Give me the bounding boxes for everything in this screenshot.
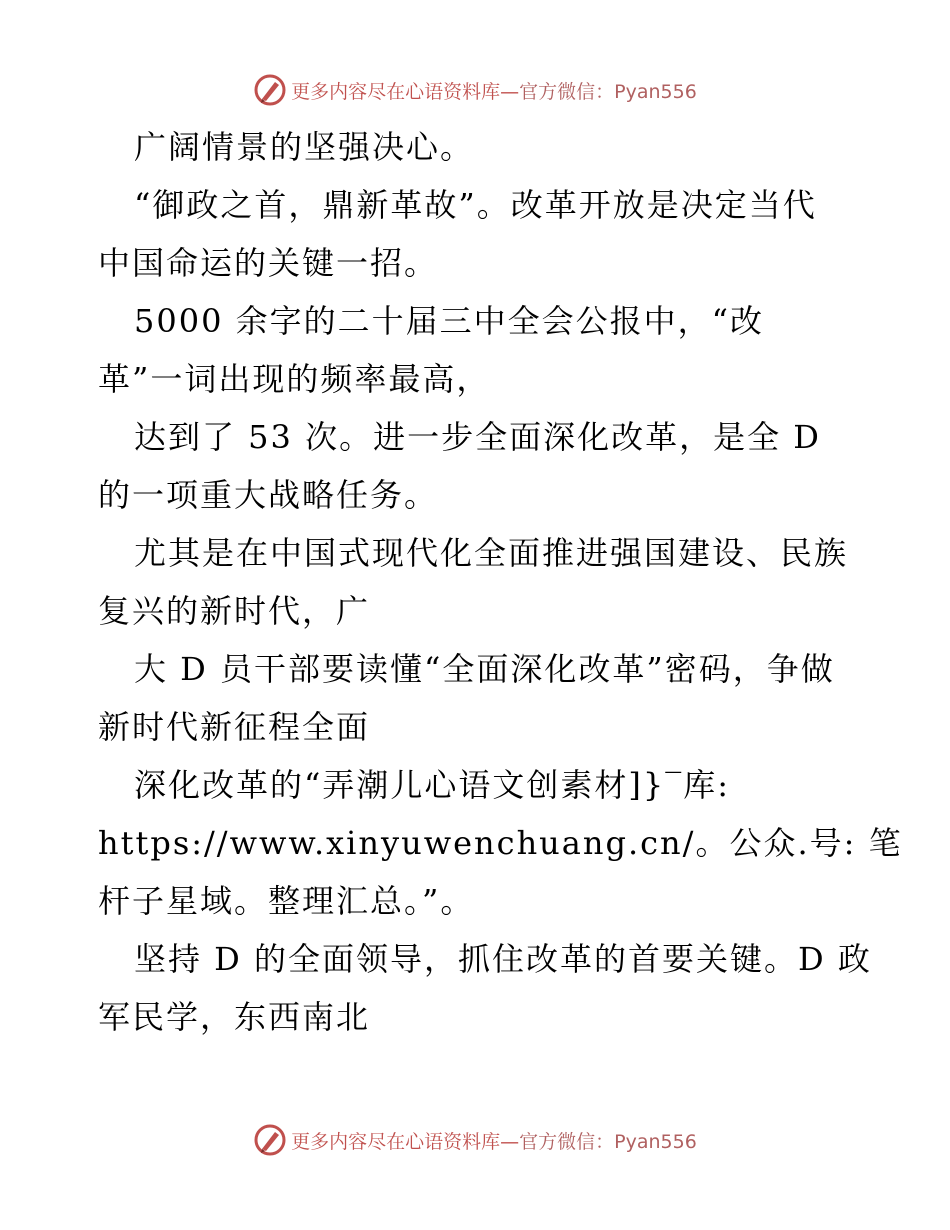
pen-logo-icon	[253, 73, 287, 107]
footer-banner	[0, 1120, 950, 1160]
pen-logo-icon	[253, 1123, 287, 1157]
text-line: “御政之首，鼎新革故”。改革开放是决定当代	[134, 186, 817, 224]
text-line: 革”一词出现的频率最高，	[98, 360, 491, 398]
text-line: 的一项重大战略任务。	[98, 476, 439, 514]
text-line: 达到了 53 次。进一步全面深化改革，是全 D	[134, 418, 821, 456]
text-line: 坚持 D 的全面领导，抓住改革的首要关键。D 政	[134, 940, 872, 978]
text-line: 复兴的新时代，广	[98, 592, 371, 630]
text-line: 中国命运的关键一招。	[98, 244, 439, 282]
text-line: 杆子星域。整理汇总。”。	[98, 882, 475, 920]
footer-banner-text: 更多内容尽在心语资料库—官方微信：Pyan556	[291, 1130, 697, 1153]
text-line: 尤其是在中国式现代化全面推进强国建设、民族	[134, 534, 849, 572]
document-body	[98, 118, 903, 1046]
text-line: 军民学，东西南北	[98, 998, 371, 1036]
text-line: 深化改革的“弄潮儿心语文创素材]}‾库:	[134, 766, 730, 804]
header-banner-text: 更多内容尽在心语资料库—官方微信：Pyan556	[291, 80, 697, 103]
text-line: 5000 余字的二十届三中全会公报中，“改	[134, 302, 764, 340]
header-banner	[0, 70, 950, 110]
text-line: 新时代新征程全面	[98, 708, 371, 746]
text-line: 广阔情景的坚强决心。	[134, 128, 475, 166]
text-line: 大 D 员干部要读懂“全面深化改革”密码，争做	[134, 650, 835, 688]
text-line: https://www.xinyuwenchuang.cn/。公众.号: 笔	[98, 824, 903, 862]
